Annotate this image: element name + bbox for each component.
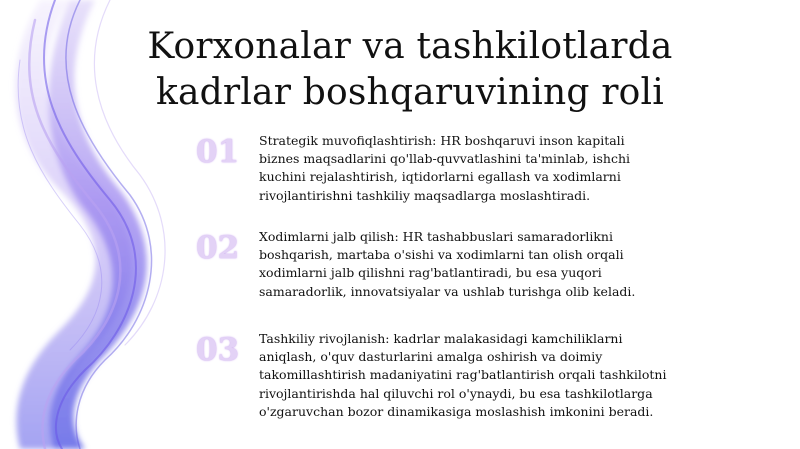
slide-title: Korxonalar va tashkilotlarda kadrlar boshqaruvining roli [147, 26, 673, 113]
item-text: Strategik muvofiqlashtirish: HR boshqaruvi inson kapitali biznes maqsadlarini qo'llab-quvvatlashini ta'minlab, ishchi kuchini rejalashtirish, iqtidorlarni egallash va xodimlarni rivojlantirishni tashkiliy maqsadlarga moslashtiradi. [259, 133, 630, 203]
item-number: 01 [196, 134, 240, 170]
item-number: 03 [196, 332, 240, 368]
item-number: 02 [196, 230, 240, 266]
item-text: Xodimlarni jalb qilish: HR tashabbuslari samaradorlikni boshqarish, martaba o'sishi va xodimlarni tan olish orqali xodimlarni jalb qilishni rag'batlantiradi, bu esa yuqori samaradorlik, innovatsiyalar va ushlab turishga olib keladi. [259, 229, 636, 299]
item-text: Tashkiliy rivojlanish: kadrlar malakasidagi kamchiliklarni aniqlash, o'quv dasturlarini amalga oshirish va doimiy takomillashtirish madaniyatini rag'batlantirish orqali tashkilotni rivojlantirishda hal qiluvchi rol o'ynaydi, bu esa tashkilotlarga o'zgaruvchan bozor dinamikasiga moslashish imkonini beradi. [259, 331, 667, 419]
